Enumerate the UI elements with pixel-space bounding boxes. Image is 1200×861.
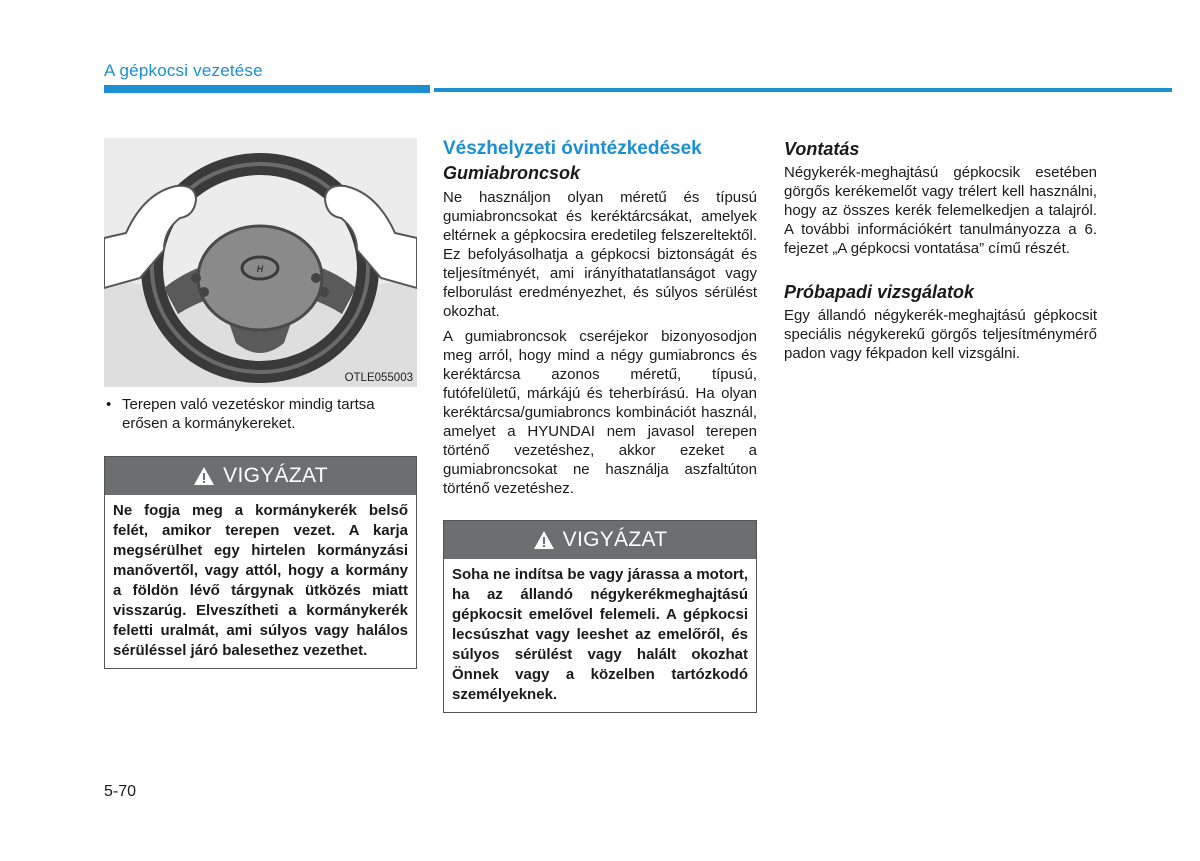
towing-title: Vontatás — [784, 139, 860, 159]
steering-wheel-illustration — [104, 138, 417, 387]
bullet-text: Terepen való vezetéskor mindig tartsa erősen a kormánykereket. — [122, 396, 375, 432]
header-accent-bar — [104, 85, 430, 93]
tire-paragraph-2: A gumiabroncsok cseréjekor bizonyosodjon meg arról, hogy mind a négy gumiabroncs és keréktárcsa azonos méretű, típusú, futófelületű, márkájú és teherbírású. Ha olyan keréktárcsa/gumiabroncs kombinációt használ, amelyet a HYUNDAI nem javasol terepen történő vezetéshez, akkor ezeket a gumiabroncsokat ne használja aszfaltúton történő vezetéshez. — [443, 328, 757, 497]
warning-text: Ne fogja meg a kormánykerék belső felét, amikor terepen vezet. A karja megsérülhet egy hirtelen kormányzási manővertől, vagy attól, hogy a kormány a földön lévő tárgynak ütközés miatt visszarúg. Elveszítheti a kormánykerék feletti uralmát, ami súlyos vagy halálos sérüléssel járó balesethez vezethet. — [113, 502, 408, 659]
warning-title: VIGYÁZAT — [223, 464, 328, 487]
towing-text: Négykerék-meghajtású gépkocsik esetében görgős kerékemelőt vagy trélert kell használni, hogy az összes kerék felemelkedjen a talajról. A további információkért tanulmányozza a 6. fejezet „A gépkocsi vontatása” című részét. — [784, 164, 1097, 257]
warning-header — [105, 457, 416, 495]
warning-triangle-icon — [193, 466, 215, 486]
page-number: 5-70 — [104, 783, 137, 800]
svg-text:H: H — [256, 264, 264, 274]
dyno-text: Egy állandó négykerék-meghajtású gépkocsit speciális négykerekű görgős teljesítménymérő padon vagy fékpadon kell vizsgálni. — [784, 307, 1097, 362]
header-title: A gépkocsi vezetése — [104, 61, 263, 80]
bullet-item — [104, 395, 417, 433]
middle-column — [443, 138, 757, 713]
warning-text: Soha ne indítsa be vagy járassa a motort, ha az állandó négykerékmeghajtású gépkocsit emelővel felemeli. A gépkocsi lecsúszhat vagy leeshet az emelőről, és súlyos sérülést vagy halált okozhat Önnek vagy a közelben tartózkodó személyeknek. — [452, 566, 748, 703]
warning-box-steering — [104, 456, 417, 669]
warning-box-engine — [443, 520, 757, 713]
steering-wheel-figure — [104, 138, 417, 387]
dyno-title: Próbapadi vizsgálatok — [784, 282, 975, 302]
bullet-dot: • — [106, 396, 112, 413]
warning-header — [444, 521, 756, 559]
figure-code: OTLE055003 — [344, 372, 413, 384]
subsection-title: Gumiabroncsok — [443, 163, 581, 183]
left-column — [104, 138, 417, 669]
header-rule — [434, 88, 1172, 92]
section-title: Vészhelyzeti óvintézkedések — [443, 138, 702, 159]
right-column — [784, 138, 1097, 363]
tire-paragraph-1: Ne használjon olyan méretű és típusú gumiabroncsokat és keréktárcsákat, amelyek eltérnek a gépkocsira eredetileg felszereltektől. Ez befolyásolhatja a gépkocsi biztonságát és teljesítményét, ami irányíthatatlanságot vagy felborulást eredményezhet, és súlyos sérülést okozhat. — [443, 189, 757, 320]
warning-title: VIGYÁZAT — [562, 528, 668, 551]
warning-triangle-icon — [533, 530, 555, 550]
